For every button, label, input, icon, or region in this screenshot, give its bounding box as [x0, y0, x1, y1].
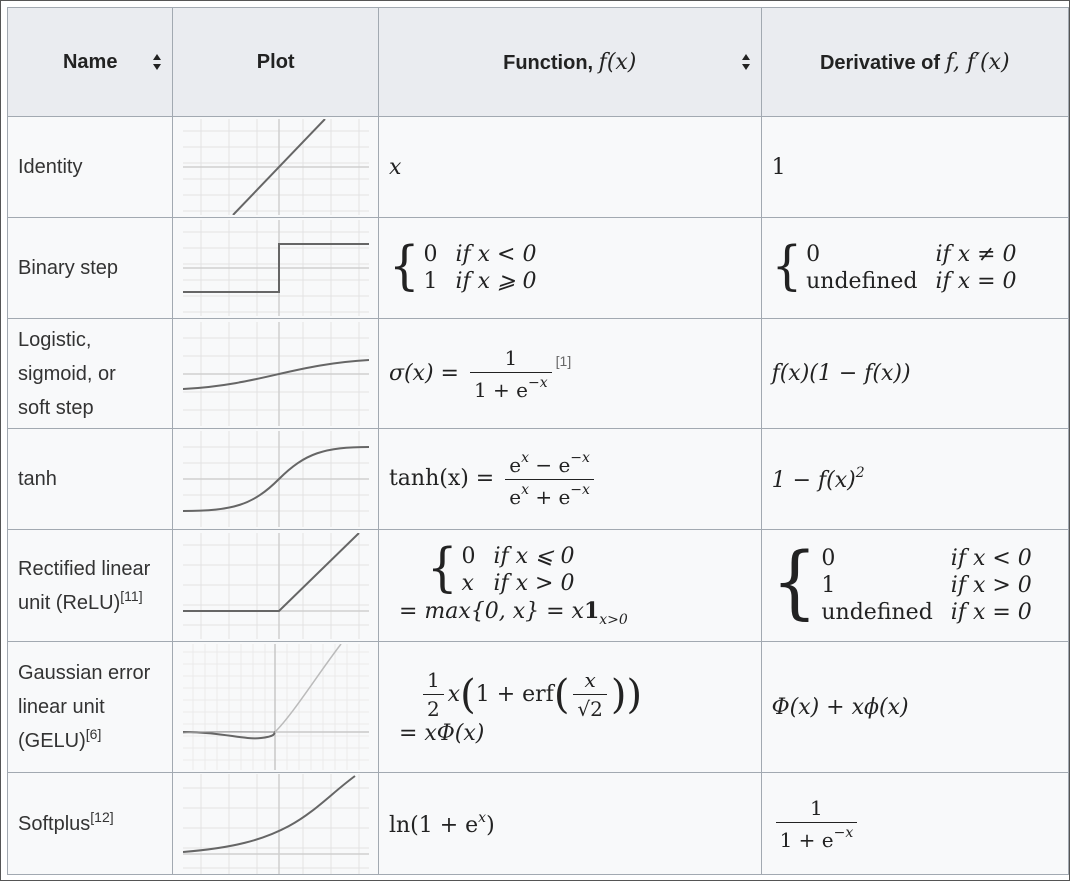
column-header-function[interactable] — [378, 8, 761, 117]
case-value: x — [461, 570, 474, 596]
activation-functions-table — [7, 7, 1069, 875]
function-tail-text: = max{0, x} = x — [398, 598, 584, 624]
fraction-denominator — [470, 372, 552, 402]
plot-cell — [173, 218, 379, 319]
relu-plot — [183, 533, 369, 639]
reference-link[interactable]: [12] — [90, 808, 114, 825]
plot-cell — [173, 117, 379, 218]
plot-axes — [183, 220, 369, 316]
function-formula — [388, 809, 495, 838]
function-tail — [399, 598, 761, 628]
plot-grid — [183, 774, 369, 874]
exponent: −x — [833, 824, 854, 841]
function-name-line: soft step — [18, 396, 94, 419]
exponent: x — [478, 809, 487, 826]
plot-curve — [183, 776, 355, 852]
name-cell — [8, 117, 173, 218]
fraction — [505, 450, 594, 509]
denominator-exponent: −x — [528, 374, 548, 391]
case-condition: if x < 0 — [455, 242, 537, 267]
left-brace: { — [771, 535, 818, 628]
case-value: 0 — [806, 242, 821, 267]
half-fraction — [423, 668, 444, 721]
derivative-cell — [761, 429, 1068, 530]
column-header-derivative-prefix: Derivative of — [819, 51, 946, 74]
column-header-function-math: f(x) — [598, 49, 637, 75]
plot-cell — [173, 319, 379, 429]
case-condition: if x < 0 — [950, 546, 1032, 571]
derivative-fraction — [776, 796, 858, 852]
derivative-cell — [761, 642, 1068, 773]
name-cell — [8, 530, 173, 642]
right-paren: )) — [610, 671, 643, 718]
table-row-gelu — [8, 642, 1069, 773]
case-condition: if x ⩽ 0 — [493, 543, 575, 569]
derivative-formula — [771, 465, 865, 493]
plot-axes — [183, 119, 369, 215]
fraction-numerator — [505, 450, 594, 479]
closing-paren: ) — [486, 812, 495, 838]
operator: + e — [528, 484, 571, 509]
table-row-identity — [8, 117, 1069, 218]
function-name: Softplus — [18, 812, 91, 835]
function-cell — [378, 773, 761, 875]
function-name-line: unit (ReLU) — [18, 591, 121, 614]
fraction-denominator: 2 — [423, 694, 444, 721]
case-condition: if x > 0 — [950, 573, 1032, 598]
fraction — [470, 346, 552, 402]
function-cell — [378, 429, 761, 530]
case-value: 0 — [423, 242, 438, 267]
exp-base: e — [509, 484, 522, 509]
column-header-derivative-math: f, f′(x) — [945, 49, 1010, 75]
function-lhs: tanh(x) = — [388, 466, 495, 491]
fraction-denominator — [505, 479, 594, 509]
column-header-plot — [173, 8, 379, 117]
variable: x — [447, 682, 461, 707]
function-cell — [378, 319, 761, 429]
left-brace: { — [426, 536, 458, 599]
case-value: 1 — [821, 573, 836, 598]
case-condition: if x > 0 — [493, 570, 575, 596]
derivative-cell — [761, 117, 1068, 218]
header-row — [8, 8, 1069, 117]
left-brace: { — [388, 235, 420, 297]
case-value: 0 — [821, 546, 836, 571]
derivative-cell — [761, 773, 1068, 875]
function-cell — [378, 117, 761, 218]
column-header-plot-label: Plot — [256, 50, 295, 73]
table-row-softplus — [8, 773, 1069, 875]
derivative-cell — [761, 319, 1068, 429]
fraction-denominator — [776, 822, 858, 852]
function-formula — [388, 449, 598, 509]
reference-link[interactable]: [1] — [555, 352, 572, 369]
function-name: Binary step — [18, 257, 119, 279]
name-cell — [8, 642, 173, 773]
name-cell — [8, 319, 173, 429]
left-paren: ( — [553, 671, 570, 718]
function-name-line: sigmoid, or — [18, 362, 116, 385]
plot-cell — [173, 773, 379, 875]
column-header-function-prefix: Function, — [503, 51, 599, 74]
name-cell — [8, 773, 173, 875]
derivative-cases — [771, 235, 1017, 297]
table-row-logistic — [8, 319, 1069, 429]
name-cell — [8, 429, 173, 530]
column-header-name-label: Name — [62, 50, 118, 73]
fraction-numerator: 1 — [810, 795, 823, 820]
tanh-plot — [183, 431, 369, 527]
function-formula — [419, 668, 761, 721]
function-name: tanh — [18, 468, 57, 490]
identity-plot — [183, 119, 369, 215]
plot-axes — [183, 774, 369, 874]
exponent: 2 — [855, 465, 865, 481]
exponent: −x — [570, 481, 590, 498]
plot-axes — [183, 644, 369, 770]
gelu-plot — [183, 644, 369, 770]
derivative-base: 1 − f(x) — [771, 468, 856, 493]
sort-icon[interactable] — [741, 53, 751, 71]
function-name-line: Rectified linear — [18, 557, 151, 580]
operator: − e — [528, 452, 571, 477]
erf-argument — [573, 668, 606, 721]
left-paren: ( — [460, 671, 476, 718]
plot-cell — [173, 530, 379, 642]
column-header-name[interactable] — [8, 8, 173, 117]
function-name-line: Logistic, — [18, 328, 92, 351]
case-condition: if x = 0 — [935, 269, 1017, 294]
function-cell — [378, 530, 761, 642]
reference-link[interactable]: [11] — [120, 587, 143, 604]
case-condition: if x = 0 — [950, 600, 1032, 625]
plot-cell — [173, 642, 379, 773]
column-header-derivative[interactable] — [761, 8, 1068, 117]
derivative-formula: f(x)(1 − f(x)) — [771, 361, 911, 386]
case-condition: if x ≠ 0 — [935, 242, 1017, 267]
function-name: Identity — [18, 156, 83, 178]
derivative-cell — [761, 218, 1068, 319]
function-tail: = xΦ(x) — [398, 721, 485, 746]
fraction-numerator: 1 — [504, 345, 518, 370]
fraction-denominator: √2 — [573, 694, 606, 721]
case-condition: if x ⩾ 0 — [455, 269, 537, 294]
function-lhs: σ(x) = — [388, 360, 459, 386]
case-value: undefined — [821, 600, 933, 625]
plot-grid — [183, 644, 369, 770]
indicator-subscript: x>0 — [599, 611, 628, 628]
function-formula — [388, 345, 572, 402]
exponent: x — [521, 481, 529, 498]
function-cases — [388, 235, 537, 297]
plot-cell — [173, 429, 379, 530]
left-brace: { — [771, 235, 803, 297]
function-name-line: linear unit — [18, 696, 105, 718]
table-row-tanh — [8, 429, 1069, 530]
erf-label: 1 + erf — [475, 682, 554, 707]
plot-axes — [183, 533, 369, 639]
plot-grid — [183, 533, 369, 639]
reference-link[interactable]: [6] — [85, 726, 102, 742]
function-cell — [378, 642, 761, 773]
derivative-cell — [761, 530, 1068, 642]
function-formula: x — [388, 154, 402, 180]
case-value: undefined — [806, 269, 918, 294]
binary-step-plot — [183, 220, 369, 316]
table-row-relu — [8, 530, 1069, 642]
table-row-binary-step — [8, 218, 1069, 319]
sigmoid-plot — [183, 322, 369, 426]
denominator-base: 1 + e — [473, 377, 529, 402]
indicator-one: 1 — [583, 597, 600, 624]
fraction-numerator: x — [584, 668, 596, 692]
function-text: ln(1 + e — [388, 812, 479, 838]
function-cases — [426, 536, 575, 599]
case-value: 0 — [461, 543, 476, 569]
case-value: 1 — [423, 269, 438, 294]
fraction-numerator: 1 — [426, 668, 440, 692]
softplus-plot — [183, 774, 369, 874]
sort-icon[interactable] — [152, 53, 162, 71]
function-cell — [378, 218, 761, 319]
derivative-cases — [771, 535, 1032, 628]
denominator-base: 1 + e — [779, 827, 834, 852]
function-name-line: (GELU) — [18, 730, 86, 752]
derivative-formula: 1 — [771, 154, 786, 180]
exponent: −x — [570, 449, 590, 466]
plot-axes — [183, 431, 369, 527]
name-cell — [8, 218, 173, 319]
derivative-formula: Φ(x) + xϕ(x) — [771, 694, 909, 720]
exp-base: e — [509, 452, 522, 477]
exponent: x — [521, 449, 529, 466]
function-name-line: Gaussian error — [18, 662, 151, 684]
